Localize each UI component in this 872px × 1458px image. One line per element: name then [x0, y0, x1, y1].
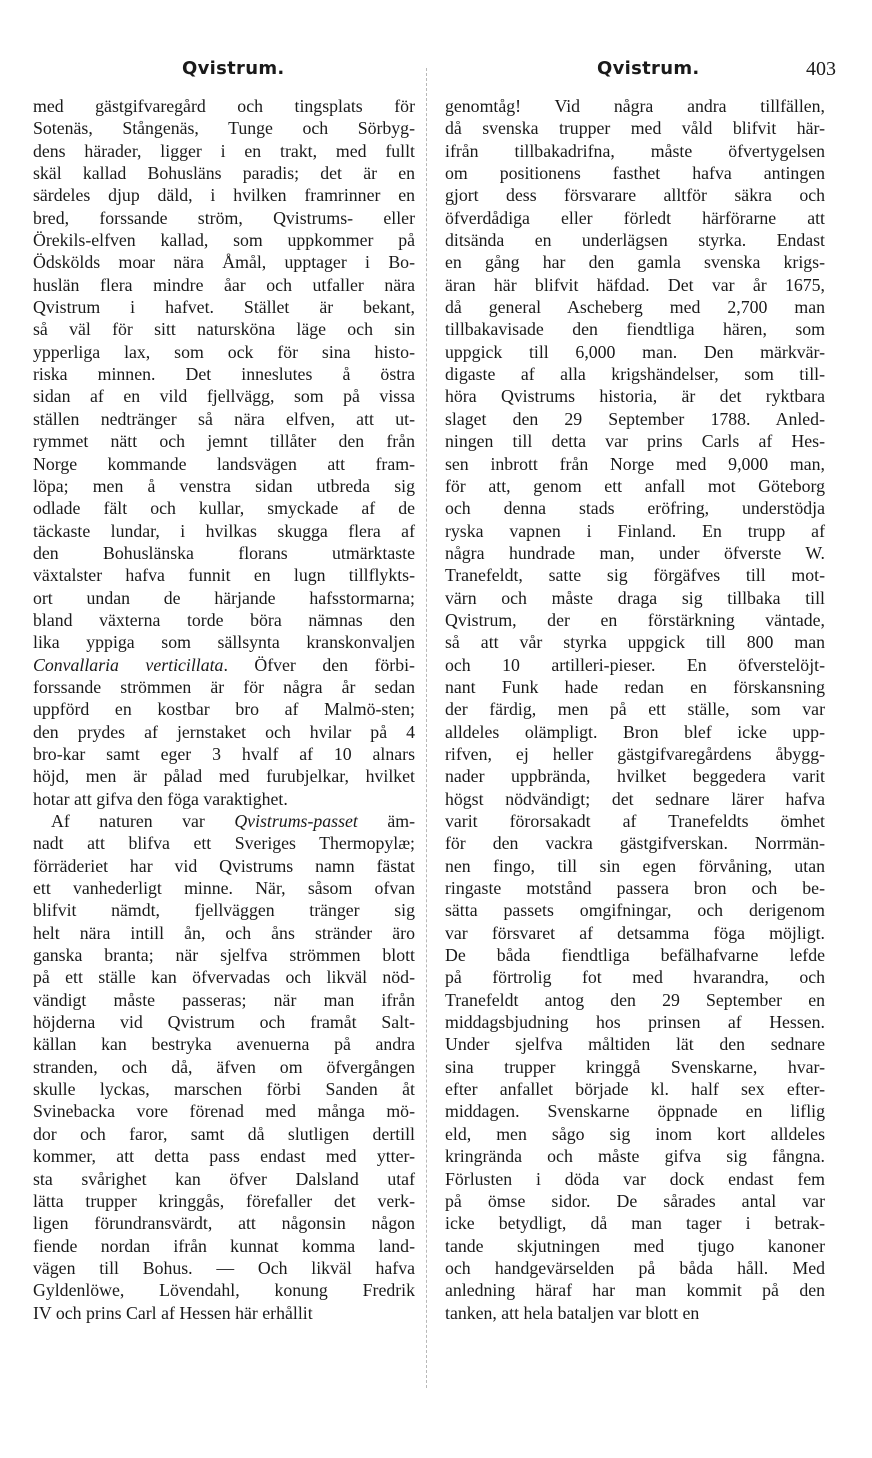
- text-line: förräderiet har vid Qvistrums namn fästat: [33, 855, 415, 876]
- text-line: för den vackra gästgifverskan. Norrmän-: [445, 833, 825, 854]
- running-title-left: Qvistrum.: [182, 58, 285, 79]
- text-line: middagen. Svenskarne öppnade en liflig: [445, 1101, 825, 1122]
- text-line: blifvit nämdt, fjellväggen tränger sig: [33, 900, 415, 921]
- text-line: ringaste motstånd passera bron och be-: [445, 878, 825, 899]
- text-line: högst nödvändigt; det sednare lärer hafva: [445, 788, 825, 809]
- text-line: skulle lyckas, marschen förbi Sanden åt: [33, 1079, 415, 1100]
- text-line: nen fingo, till sin egen förvåning, utan: [445, 855, 825, 876]
- text-line: sidan af en vild fjellvägg, som på vissa: [33, 386, 415, 407]
- text-line: huslän flera mindre åar och utfaller nära: [33, 274, 415, 295]
- text-line: sta svårighet kan öfver Dalsland utaf: [33, 1168, 415, 1189]
- text-line: hotar att gifva den föga varaktighet.: [33, 788, 288, 809]
- text-line: tanken, att hela bataljen var blott en: [445, 1302, 700, 1323]
- text-line: var försvaret af detsamma föga möjligt.: [445, 922, 825, 943]
- text-line: höjd, men är pålad med furubjelkar, hvilket: [33, 766, 415, 787]
- text-line: rifven, ej heller gästgifvaregårdens åbygg-: [445, 743, 825, 764]
- text-line: så att vår styrka uppgick till 800 man: [445, 632, 825, 653]
- text-line: källan kan bestryka avenuerna på andra: [33, 1034, 415, 1055]
- text-line: Qvistrum i hafvet. Stället är bekant,: [33, 297, 415, 318]
- text-line: Norge kommande landsvägen att fram-: [33, 453, 415, 474]
- text-line: odlade fält och kullar, smyckade af de: [33, 498, 415, 519]
- text-line: höra Qvistrums historia, är det ryktbara: [445, 386, 825, 407]
- text-line: den prydes af jernstaket och hvilar på 4: [33, 721, 415, 742]
- text-line: Gyldenlöwe, Lövendahl, konung Fredrik: [33, 1280, 415, 1301]
- text-line: der färdig, men på ett ställe, som var: [445, 699, 825, 720]
- text-line: då svenska trupper med våld blifvit här-: [445, 118, 825, 139]
- text-line: på ett ställe kan öfvervadas och likväl nöd-: [33, 967, 415, 988]
- text-line: icke betydligt, då man tager i betrak-: [445, 1213, 825, 1234]
- text-line: tande skjutningen med tjugo kanoner: [445, 1235, 825, 1256]
- text-line: uppförd en kostbar bro af Malmö-sten;: [33, 699, 415, 720]
- text-line: dor och faror, samt då slutligen dertill: [33, 1123, 415, 1144]
- text-line: Örekils-elfven kallad, som uppkommer på: [33, 230, 415, 251]
- text-line: nant Funk hade redan en förskansning: [445, 676, 825, 697]
- text-line: lätta trupper kringgås, förefaller det verk-: [33, 1190, 415, 1211]
- text-line: växtalster hafva funnit en lugn tillflykts-: [33, 565, 415, 586]
- text-line: så väl för sitt natursköna läge och sin: [33, 319, 415, 340]
- text-line: sina trupper kringgå Svenskarne, hvar-: [445, 1056, 825, 1077]
- text-line: tillbakavisade den fiendtliga hären, som: [445, 319, 825, 340]
- text-line: kringrända och måste gifva sig fångna.: [445, 1146, 825, 1167]
- left-column: [33, 95, 415, 1324]
- text-line: digaste af alla krigshändelser, som till-: [445, 364, 825, 385]
- text-line: genomtåg! Vid några andra tillfällen,: [445, 96, 825, 116]
- page-number: 403: [806, 58, 836, 80]
- italic-phrase: Convallaria verticillata: [33, 654, 224, 675]
- italic-phrase: Qvistrums-passet: [234, 811, 358, 831]
- text-line: sätta passets omgifningar, och derigenom: [445, 900, 825, 921]
- text-line: Qvistrum, der en förstärkning väntade,: [445, 609, 825, 630]
- text-line: och denna stads eröfring, understödja: [445, 498, 825, 519]
- text-line: skäl kallad Bohusläns paradis; det är en: [33, 163, 415, 184]
- text-line: Under sjelfva måltiden lät den sednare: [445, 1034, 825, 1055]
- text-line: ligen förundransvärdt, att någonsin någon: [33, 1213, 415, 1234]
- text-line: ryska vapnen i Finland. En trupp af: [445, 520, 825, 541]
- text-line: äran här blifvit häfdad. Det var år 1675,: [445, 274, 825, 295]
- text-line: öfverdådiga eller förledt härförarne att: [445, 207, 825, 228]
- text-line: Svinebacka vore förenad med många mö-: [33, 1101, 415, 1122]
- text-line: stranden, och då, äfven om öfvergången: [33, 1056, 415, 1077]
- text-line: och 10 artilleri-pieser. En öfverstelöjt-: [445, 654, 825, 675]
- text-line: höjderna vid Qvistrum och framåt Salt-: [33, 1012, 415, 1033]
- text-line: ningen till detta var prins Carls af Hes-: [445, 431, 825, 452]
- text-line: på förtrolig fot med hvarandra, och: [445, 967, 825, 988]
- text-line: lika yppiga som sällsynta kranskonvaljen: [33, 632, 415, 653]
- text-line: alldeles olämpligt. Bron blef icke upp-: [445, 721, 825, 742]
- running-title-right: Qvistrum.: [597, 58, 700, 79]
- text-line: då general Ascheberg med 2,700 man: [445, 297, 825, 318]
- text-line: slaget den 29 September 1788. Anled-: [445, 408, 825, 429]
- column-divider: [426, 68, 427, 1388]
- text-line: bred, forssande ström, Qvistrums- eller: [33, 207, 415, 228]
- text-line: ditsända en underlägsen styrka. Endast: [445, 230, 825, 251]
- text-line: IV och prins Carl af Hessen här erhållit: [33, 1302, 313, 1323]
- text-line: anledning häraf har man kommit på den: [445, 1280, 825, 1301]
- text-line: kommer, att detta pass endast med ytter-: [33, 1146, 415, 1167]
- text-line: rymmet nätt och jemnt tillåter den från: [33, 431, 415, 452]
- text-line: De båda fiendtliga befälhafvarne lefde: [445, 945, 825, 966]
- text-line: varit förorsakadt af Tranefeldts ömhet: [445, 811, 825, 831]
- text-line: en gång har den gamla svenska krigs-: [445, 252, 825, 273]
- text-line: ifrån tillbakadrifna, måste öfvertygelsen: [445, 140, 825, 161]
- text-line: Tranefeldt, satte sig förgäfves till mot-: [445, 565, 825, 586]
- text-line: med gästgifvaregård och tingsplats för: [33, 96, 415, 116]
- text-line: uppgick till 6,000 man. Den märkvär-: [445, 341, 825, 362]
- text-line: riska minnen. Det inneslutes å östra: [33, 364, 415, 385]
- text-line: några hundrade man, under öfverste W.: [445, 542, 825, 563]
- text-line: bro-kar samt eger 3 hvalf af 10 alnars: [33, 743, 415, 764]
- page-header: [32, 58, 840, 88]
- text-line: nadt att blifva ett Sveriges Thermopylæ;: [33, 833, 415, 854]
- text-line: Convallaria verticillata. Öfver den förbi-: [33, 654, 415, 675]
- text-line: dens härader, ligger i en trakt, med fullt: [33, 140, 415, 161]
- text-line: täckaste lundar, i hvilkas skugga flera af: [33, 520, 415, 541]
- right-column: [445, 95, 825, 1324]
- text-line: Af naturen var Qvistrums-passet äm-: [51, 811, 415, 831]
- text-line: för att, genom ett anfall mot Göteborg: [445, 475, 825, 496]
- text-line: värn och måste draga sig tillbaka till: [445, 587, 825, 608]
- text-line: helt nära intill ån, och åns stränder äro: [33, 922, 415, 943]
- text-line: särdeles djup däld, i hvilken framrinner en: [33, 185, 415, 206]
- text-line: bland växterna torde böra nämnas den: [33, 609, 415, 630]
- text-line: ställen nedtränger så nära elfven, att ut-: [33, 408, 415, 429]
- text-line: och handgevärselden på båda håll. Med: [445, 1257, 825, 1278]
- text-line: ett vanhederligt minne. När, såsom ofvan: [33, 878, 415, 899]
- text-line: nader uppbrända, hvilket beggedera varit: [445, 766, 825, 787]
- text-line: efter anfallet började kl. half sex efter-: [445, 1079, 825, 1100]
- text-line: fiende nordan ifrån kunnat komma land-: [33, 1235, 415, 1256]
- text-line: ypperliga lax, som ock för sina histo-: [33, 341, 415, 362]
- text-line: Sotenäs, Stångenäs, Tunge och Sörbyg-: [33, 118, 415, 139]
- text-line: om positionens fasthet hafva antingen: [445, 163, 825, 184]
- text-line: Tranefeldt antog den 29 September en: [445, 989, 825, 1010]
- text-line: forssande strömmen är för några år sedan: [33, 676, 415, 697]
- text-line: gjort dess försvarare alltför säkra och: [445, 185, 825, 206]
- text-line: den Bohuslänska florans utmärktaste: [33, 542, 415, 563]
- text-line: Förlusten i döda var dock endast fem: [445, 1168, 825, 1189]
- text-line: vändigt måste passeras; när man ifrån: [33, 989, 415, 1010]
- text-line: eld, men sågo sig inom kort alldeles: [445, 1123, 825, 1144]
- text-line: vägen till Bohus. — Och likväl hafva: [33, 1257, 415, 1278]
- text-line: Ödskölds moar nära Åmål, upptager i Bo-: [33, 252, 415, 273]
- text-line: middagsbjudning hos prinsen af Hessen.: [445, 1012, 825, 1033]
- text-line: sen inbrott från Norge med 9,000 man,: [445, 453, 825, 474]
- text-line: ganska branta; när sjelfva strömmen blott: [33, 945, 415, 966]
- text-line: löpa; men å venstra sidan utbreda sig: [33, 475, 415, 496]
- text-line: ort undan de härjande hafsstormarna;: [33, 587, 415, 608]
- text-line: på ömse sidor. De sårades antal var: [445, 1190, 825, 1211]
